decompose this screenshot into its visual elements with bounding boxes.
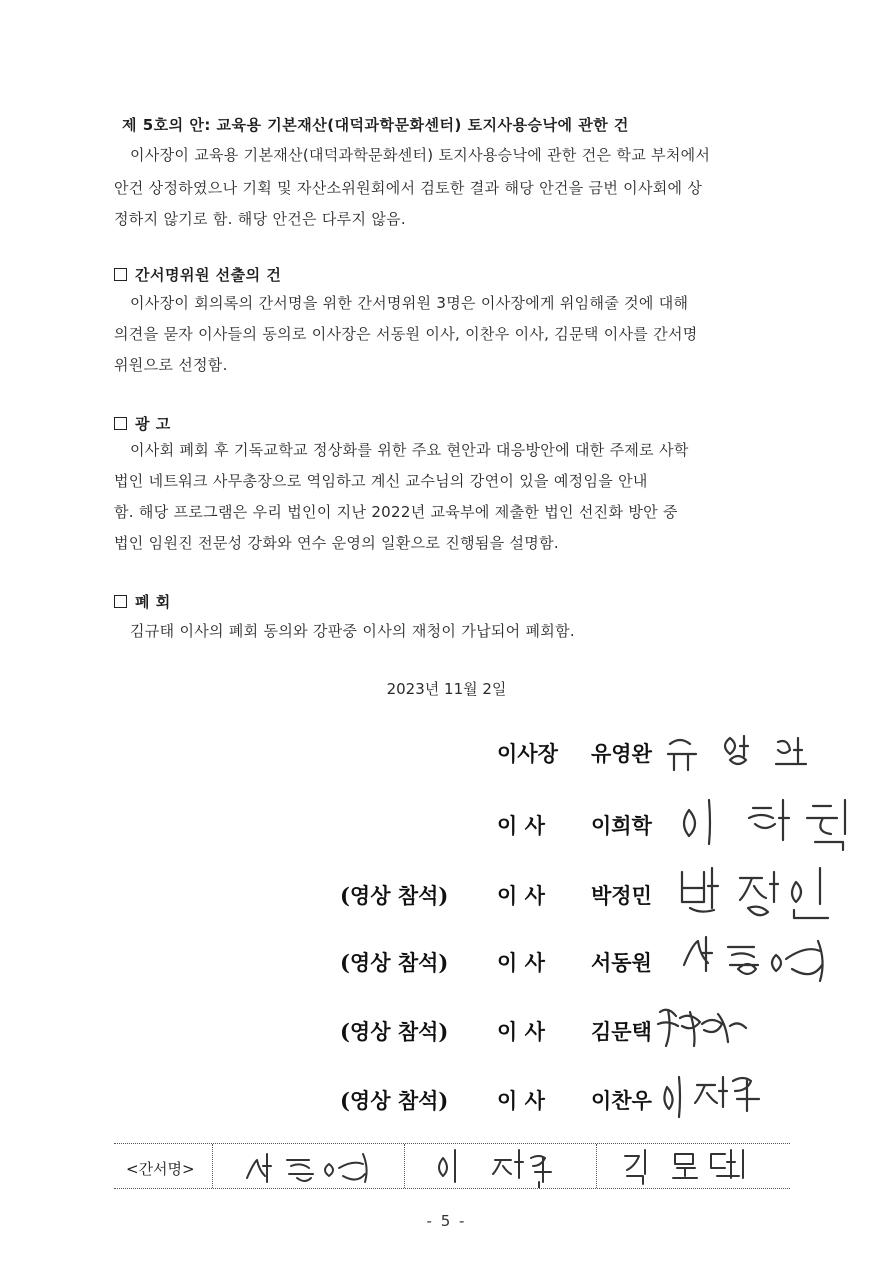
witness-selection-title: 간서명위원 선출의 건	[135, 266, 282, 284]
handwritten-signature	[670, 858, 845, 922]
signatory-row	[0, 1085, 893, 1145]
signatory-role: 이 사	[497, 1088, 545, 1113]
notice-line: 법인 네트워크 사무총장으로 역임하고 계신 교수님의 강연이 있을 예정임을 안내	[114, 472, 648, 490]
handwritten-signature	[646, 994, 756, 1058]
notice-line: 함. 해당 프로그램은 우리 법인이 지난 2022년 교육부에 제출한 법인 선진화 방안 중	[114, 503, 678, 521]
agenda5-line: 이사장이 교육용 기본재산(대덕과학문화센터) 토지사용승낙에 관한 건은 학교 부처에서	[130, 146, 711, 164]
signatory-name: 김문택	[591, 1019, 652, 1044]
signatory-prefix: (영상 참석)	[340, 883, 449, 908]
notice-title: 광 고	[135, 415, 171, 433]
signatory-name: 유영완	[591, 741, 652, 766]
notice-heading	[114, 413, 171, 434]
witness-signature-cell	[212, 1144, 405, 1188]
meeting-date: 2023년 11월 2일	[386, 680, 507, 698]
signatory-name: 이찬우	[591, 1088, 652, 1113]
signatory-prefix: (영상 참석)	[340, 1088, 449, 1113]
handwritten-signature	[405, 1144, 597, 1188]
page-number: - 5 -	[426, 1212, 467, 1230]
checkbox-square-icon	[114, 595, 127, 608]
witness-signature-cell	[596, 1144, 791, 1188]
witness-selection-line: 의견을 묻자 이사들의 동의로 이사장은 서동원 이사, 이찬우 이사, 김문택 이사를 간서명	[114, 325, 698, 343]
signatory-name: 박정민	[591, 883, 652, 908]
signatory-row	[0, 947, 893, 1007]
signatory-prefix: (영상 참석)	[340, 1019, 449, 1044]
witness-label: <간서명>	[126, 1160, 195, 1178]
signatory-name: 이희학	[591, 813, 652, 838]
handwritten-signature	[660, 716, 830, 776]
signatory-prefix: (영상 참석)	[340, 950, 449, 975]
handwritten-signature	[213, 1144, 405, 1188]
agenda5-line: 정하지 않기로 함. 해당 안건은 다루지 않음.	[114, 210, 406, 228]
signatory-role: 이 사	[497, 883, 545, 908]
handwritten-signature	[672, 925, 832, 989]
agenda5-title: 제 5호의 안: 교육용 기본재산(대덕과학문화센터) 토지사용승낙에 관한 건	[122, 116, 629, 134]
closing-title: 폐 회	[135, 593, 171, 611]
signatory-role: 이 사	[497, 813, 545, 838]
witness-signature-box	[114, 1143, 790, 1189]
signatory-role: 이사장	[497, 741, 558, 766]
agenda5-line: 안건 상정하였으나 기획 및 자산소위원회에서 검토한 결과 해당 안건을 금번 이사회에 상	[114, 179, 703, 197]
closing-line: 김규태 이사의 폐회 동의와 강판중 이사의 재청이 가납되어 폐회함.	[130, 622, 575, 640]
witness-selection-line: 위원으로 선정함.	[114, 356, 228, 374]
handwritten-signature	[597, 1144, 791, 1188]
witness-selection-line: 이사장이 회의록의 간서명을 위한 간서명위원 3명은 이사장에게 위임해줄 것에 대해	[130, 294, 689, 312]
signatory-name: 서동원	[591, 950, 652, 975]
witness-selection-heading	[114, 264, 281, 285]
notice-line: 이사회 폐회 후 기독교학교 정상화를 위한 주요 현안과 대응방안에 대한 주제로 사학	[130, 441, 689, 459]
handwritten-signature	[657, 1063, 777, 1127]
witness-signature-cell	[404, 1144, 597, 1188]
closing-heading	[114, 591, 171, 612]
signatory-role: 이 사	[497, 950, 545, 975]
notice-line: 법인 임원진 전문성 강화와 연수 운영의 일환으로 진행됨을 설명함.	[114, 534, 559, 552]
checkbox-square-icon	[114, 268, 127, 281]
checkbox-square-icon	[114, 417, 127, 430]
signatory-role: 이 사	[497, 1019, 545, 1044]
handwritten-signature	[675, 788, 855, 852]
